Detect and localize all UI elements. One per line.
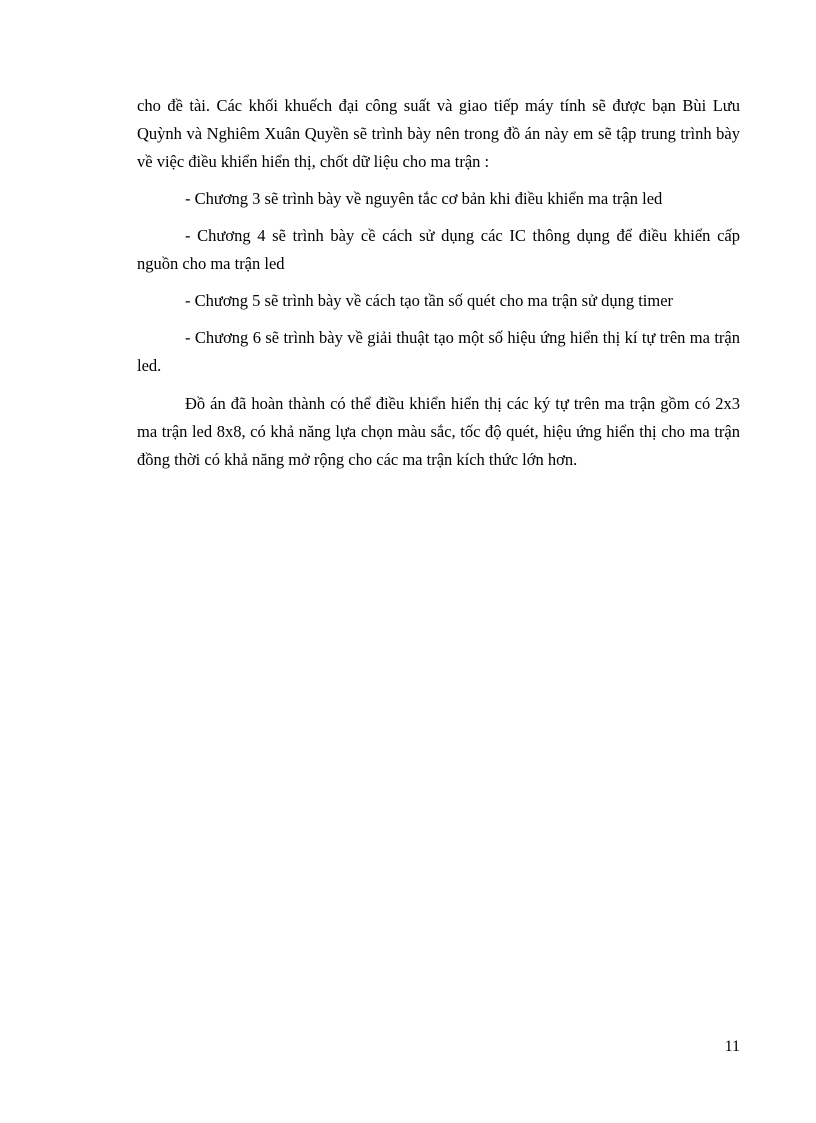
list-item-chapter-5: - Chương 5 sẽ trình bày về cách tạo tần số quét cho ma trận sử dụng timer xyxy=(185,291,674,310)
list-item-chapter-4: - Chương 4 sẽ trình bày cề cách sử dụng các IC thông dụng để điều khiển cấp nguồn cho ma trận led xyxy=(137,226,740,273)
page-body xyxy=(137,92,740,474)
paragraph-conclusion: Đồ án đã hoàn thành có thể điều khiển hiển thị các ký tự trên ma trận gồm có 2x3 ma trận led 8x8, có khả năng lựa chọn màu sắc, tốc độ quét, hiệu ứng hiển thị cho ma trận đồng thời có khả năng mở rộng cho các ma trận kích thức lớn hơn. xyxy=(137,394,740,469)
page-number: 11 xyxy=(724,1038,740,1055)
list-item-chapter-3: - Chương 3 sẽ trình bày về nguyên tắc cơ bản khi điều khiển ma trận led xyxy=(185,189,663,208)
list-item-chapter-6: - Chương 6 sẽ trình bày về giải thuật tạo một số hiệu ứng hiển thị kí tự trên ma trận led. xyxy=(137,328,740,375)
paragraph-intro-continued: cho đề tài. Các khối khuếch đại công suất và giao tiếp máy tính sẽ được bạn Bùi Lưu Quỳnh và Nghiêm Xuân Quyền sẽ trình bày nên trong đồ án này em sẽ tập trung trình bày về việc điều khiển hiển thị, chốt dữ liệu cho ma trận : xyxy=(137,96,740,171)
